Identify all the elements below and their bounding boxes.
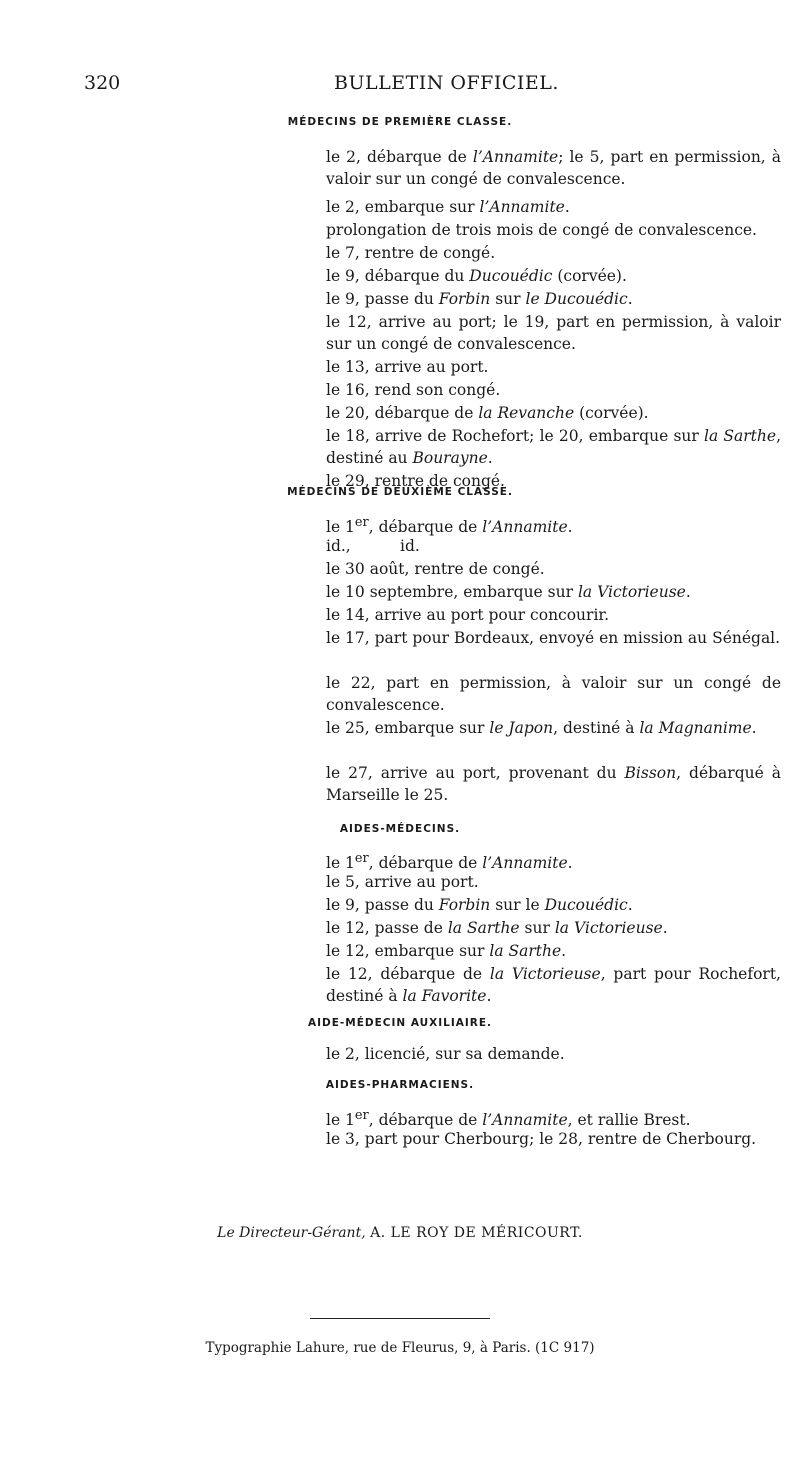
movement-detail: le 2, débarque de l’Annamite; le 5, part en permission, à valoir sur un congé de convalescence. bbox=[326, 148, 781, 188]
movement-detail: le 12, passe de la Sarthe sur la Victorieuse. bbox=[326, 919, 668, 937]
movement-detail: le 7, rentre de congé. bbox=[326, 244, 496, 262]
signature bbox=[0, 1225, 800, 1241]
movement-detail: le 14, arrive au port pour concourir. bbox=[326, 606, 610, 624]
printer-imprint: Typographie Lahure, rue de Fleurus, 9, à Paris. (1C 917) bbox=[205, 1340, 595, 1356]
section-heading: MÉDECINS DE DEUXIÈME CLASSE. bbox=[287, 486, 513, 498]
movement-detail: le 9, débarque du Ducouédic (corvée). bbox=[326, 267, 627, 285]
movement-detail: le 5, arrive au port. bbox=[326, 873, 479, 891]
movement-detail: le 1er, débarque de l’Annamite. bbox=[326, 515, 573, 537]
running-title: BULLETIN OFFICIEL. bbox=[334, 72, 559, 94]
movement-detail: le 30 août, rentre de congé. bbox=[326, 560, 545, 578]
movement-detail: le 20, débarque de la Revanche (corvée). bbox=[326, 404, 649, 422]
movement-detail: le 9, passe du Forbin sur le Ducouédic. bbox=[326, 290, 633, 308]
movement-detail: le 22, part en permission, à valoir sur un congé de convalescence. bbox=[326, 674, 781, 714]
movement-detail: le 2, licencié, sur sa demande. bbox=[326, 1045, 565, 1063]
section-heading: AIDE-MÉDECIN AUXILIAIRE. bbox=[307, 1017, 493, 1029]
movement-detail: le 12, embarque sur la Sarthe. bbox=[326, 942, 567, 960]
signature-name: A. LE ROY DE MÉRICOURT. bbox=[370, 1225, 583, 1241]
movement-detail: le 12, débarque de la Victorieuse, part pour Rochefort, destiné à la Favorite. bbox=[326, 965, 781, 1005]
section-heading: MÉDECINS DE PREMIÈRE CLASSE. bbox=[287, 116, 513, 128]
movement-detail: le 18, arrive de Rochefort; le 20, embarque sur la Sarthe, destiné au Bourayne. bbox=[326, 427, 781, 467]
movement-detail: le 10 septembre, embarque sur la Victorieuse. bbox=[326, 583, 691, 601]
page-number: 320 bbox=[84, 72, 121, 94]
movement-detail: le 29, rentre de congé. bbox=[326, 472, 505, 490]
movement-detail: le 25, embarque sur le Japon, destiné à la Magnanime. bbox=[326, 719, 757, 737]
movement-detail: le 2, embarque sur l’Annamite. bbox=[326, 198, 570, 216]
movement-detail: le 13, arrive au port. bbox=[326, 358, 489, 376]
movement-detail: le 9, passe du Forbin sur le Ducouédic. bbox=[326, 896, 633, 914]
movement-detail: le 1er, débarque de l’Annamite. bbox=[326, 851, 573, 873]
movement-detail: le 17, part pour Bordeaux, envoyé en mission au Sénégal. bbox=[326, 629, 781, 647]
movement-detail: prolongation de trois mois de congé de convalescence. bbox=[326, 221, 757, 239]
movement-detail: le 16, rend son congé. bbox=[326, 381, 501, 399]
movement-detail: le 3, part pour Cherbourg; le 28, rentre de Cherbourg. bbox=[326, 1130, 757, 1148]
section-heading: AIDES-MÉDECINS. bbox=[339, 823, 461, 835]
movement-detail: id., id. bbox=[326, 537, 420, 555]
signature-role: Le Directeur-Gérant, bbox=[217, 1225, 366, 1241]
movement-detail: le 12, arrive au port; le 19, part en permission, à valoir sur un congé de convalescence. bbox=[326, 313, 781, 353]
section-heading: AIDES-PHARMACIENS. bbox=[325, 1079, 475, 1091]
movement-detail: le 27, arrive au port, provenant du Bisson, débarqué à Marseille le 25. bbox=[326, 764, 781, 804]
page-header bbox=[84, 72, 784, 102]
movement-detail: le 1er, débarque de l’Annamite, et rallie Brest. bbox=[326, 1108, 691, 1130]
separator-rule bbox=[310, 1318, 490, 1319]
